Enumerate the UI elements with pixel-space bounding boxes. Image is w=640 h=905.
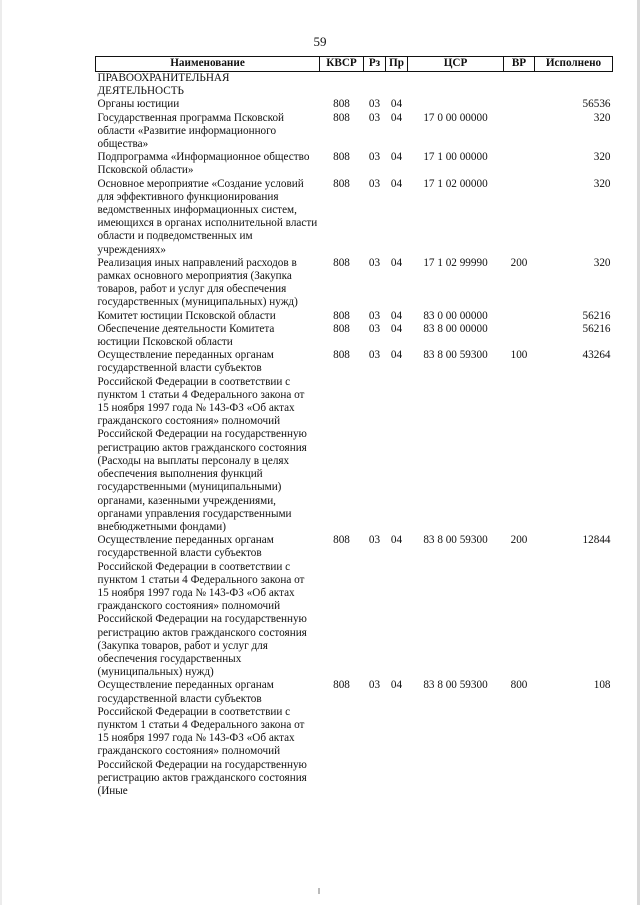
cell-executed: 43264 xyxy=(582,349,611,362)
table-row xyxy=(96,323,613,349)
cell-executed: 320 xyxy=(593,111,611,124)
table-row xyxy=(96,679,613,798)
cell-executed: 320 xyxy=(593,151,611,164)
cell-csr xyxy=(408,98,504,111)
cell-executed: 108 xyxy=(593,679,611,692)
cell-name: Государственная программа Псковской области «Развитие информационного общества» xyxy=(97,111,285,151)
table-row xyxy=(96,72,613,99)
cell-kvsr xyxy=(320,72,364,99)
cell-vr xyxy=(504,98,535,111)
cell-rz: 03 xyxy=(368,679,381,692)
cell-kvsr: 808 xyxy=(333,534,350,547)
cell-pr: 04 xyxy=(390,534,403,547)
budget-table xyxy=(95,56,613,798)
cell-csr: 17 1 00 00000 xyxy=(423,151,488,164)
cell-kvsr: 808 xyxy=(333,349,350,362)
cell-rz: 03 xyxy=(368,98,381,111)
cell-rz: 03 xyxy=(368,111,381,124)
cell-rz: 03 xyxy=(368,322,381,335)
cell-pr xyxy=(386,72,408,99)
cell-rz: 03 xyxy=(368,349,381,362)
table-row xyxy=(96,534,613,679)
cell-vr: 800 xyxy=(510,679,528,692)
cell-kvsr: 808 xyxy=(333,256,350,269)
cell-pr: 04 xyxy=(390,98,403,111)
header-rz: Рз xyxy=(364,57,386,72)
cell-csr: 83 8 00 59300 xyxy=(423,349,488,362)
cell-rz: 03 xyxy=(368,177,381,190)
cell-pr: 04 xyxy=(390,151,403,164)
cell-vr: 200 xyxy=(510,534,528,547)
cell-pr: 04 xyxy=(390,349,403,362)
cell-executed: 56536 xyxy=(582,98,611,111)
table-row xyxy=(96,178,613,257)
cell-name: Основное мероприятие «Создание условий для эффективного функционирования ведомственных информационных систем, имеющихся в органах исполнительной власти области и подведомственных им учреждениях» xyxy=(97,177,318,256)
table-header-row xyxy=(96,57,613,72)
cell-kvsr: 808 xyxy=(333,177,350,190)
table-row xyxy=(96,349,613,534)
cell-kvsr: 808 xyxy=(333,679,350,692)
cell-name: Осуществление переданных органам государственной власти субъектов Российской Федерации в соответствии с пунктом 1 статьи 4 Федерального закона от 15 ноября 1997 года № 143-ФЗ «Об актах гражданского состояния» полномочий Российской Федерации на государственную регистрацию актов гражданского состояния (Иные xyxy=(97,679,307,797)
page-number: 59 xyxy=(313,34,327,49)
header-csr: ЦСР xyxy=(408,57,504,72)
cell-csr: 83 8 00 00000 xyxy=(423,322,488,335)
cell-rz: 03 xyxy=(368,534,381,547)
header-executed: Исполнено xyxy=(535,57,613,72)
scan-edge-left xyxy=(0,0,2,905)
cell-name: ПРАВООХРАНИТЕЛЬНАЯ ДЕЯТЕЛЬНОСТЬ xyxy=(97,72,230,98)
scan-speck xyxy=(318,888,320,894)
cell-executed: 56216 xyxy=(582,309,611,322)
cell-vr: 100 xyxy=(510,349,528,362)
cell-vr xyxy=(504,178,535,257)
cell-name: Комитет юстиции Псковской области xyxy=(97,309,276,322)
cell-kvsr: 808 xyxy=(333,151,350,164)
cell-vr: 200 xyxy=(510,256,528,269)
cell-executed: 56216 xyxy=(582,322,611,335)
table-row xyxy=(96,112,613,152)
cell-rz: 03 xyxy=(368,309,381,322)
table-row xyxy=(96,310,613,323)
cell-executed xyxy=(535,72,613,99)
cell-rz: 03 xyxy=(368,151,381,164)
cell-pr: 04 xyxy=(390,111,403,124)
cell-csr: 83 8 00 59300 xyxy=(423,679,488,692)
cell-vr xyxy=(504,310,535,323)
cell-vr xyxy=(504,112,535,152)
cell-executed: 320 xyxy=(593,177,611,190)
cell-csr: 83 0 00 00000 xyxy=(423,309,488,322)
cell-executed: 320 xyxy=(593,256,611,269)
cell-csr: 17 0 00 00000 xyxy=(423,111,488,124)
cell-pr: 04 xyxy=(390,177,403,190)
cell-pr: 04 xyxy=(390,309,403,322)
table-row xyxy=(96,98,613,111)
cell-csr: 17 1 02 99990 xyxy=(423,256,488,269)
cell-vr xyxy=(504,72,535,99)
table-body xyxy=(96,72,613,799)
cell-name: Осуществление переданных органам государственной власти субъектов Российской Федерации в соответствии с пунктом 1 статьи 4 Федерального закона от 15 ноября 1997 года № 143-ФЗ «Об актах гражданского состояния» полномочий Российской Федерации на государственную регистрацию актов гражданского состояния (Расходы на выплаты персоналу в целях обеспечения выполнения функций государственными (муниципальными) органами, казенными учреждениями, органами управления государственными внебюджетными фондами) xyxy=(97,349,307,533)
cell-kvsr: 808 xyxy=(333,309,350,322)
header-name: Наименование xyxy=(96,57,320,72)
cell-name: Реализация иных направлений расходов в рамках основного мероприятия (Закупка товаров, работ и услуг для обеспечения государственных (муниципальных) нужд) xyxy=(97,256,298,309)
cell-vr xyxy=(504,323,535,349)
cell-name: Органы юстиции xyxy=(97,98,180,111)
cell-pr: 04 xyxy=(390,256,403,269)
cell-pr: 04 xyxy=(390,679,403,692)
cell-name: Осуществление переданных органам государственной власти субъектов Российской Федерации в соответствии с пунктом 1 статьи 4 Федерального закона от 15 ноября 1997 года № 143-ФЗ «Об актах гражданского состояния» полномочий Российской Федерации на государственную регистрацию актов гражданского состояния (Закупка товаров, работ и услуг для обеспечения государственных (муниципальных) нужд) xyxy=(97,534,307,679)
cell-name: Обеспечение деятельности Комитета юстиции Псковской области xyxy=(97,322,275,349)
cell-name: Подпрограмма «Информационное общество Псковской области» xyxy=(97,151,310,177)
table-row xyxy=(96,151,613,177)
header-vr: ВР xyxy=(504,57,535,72)
cell-rz: 03 xyxy=(368,256,381,269)
cell-executed: 12844 xyxy=(582,534,611,547)
cell-kvsr: 808 xyxy=(333,322,350,335)
cell-pr: 04 xyxy=(390,322,403,335)
cell-kvsr: 808 xyxy=(333,111,350,124)
table-row xyxy=(96,257,613,310)
header-kvsr: КВСР xyxy=(320,57,364,72)
cell-csr xyxy=(408,72,504,99)
cell-csr: 17 1 02 00000 xyxy=(423,177,488,190)
cell-csr: 83 8 00 59300 xyxy=(423,534,488,547)
cell-rz xyxy=(364,72,386,99)
cell-kvsr: 808 xyxy=(333,98,350,111)
header-pr: Пр xyxy=(386,57,408,72)
cell-vr xyxy=(504,151,535,177)
